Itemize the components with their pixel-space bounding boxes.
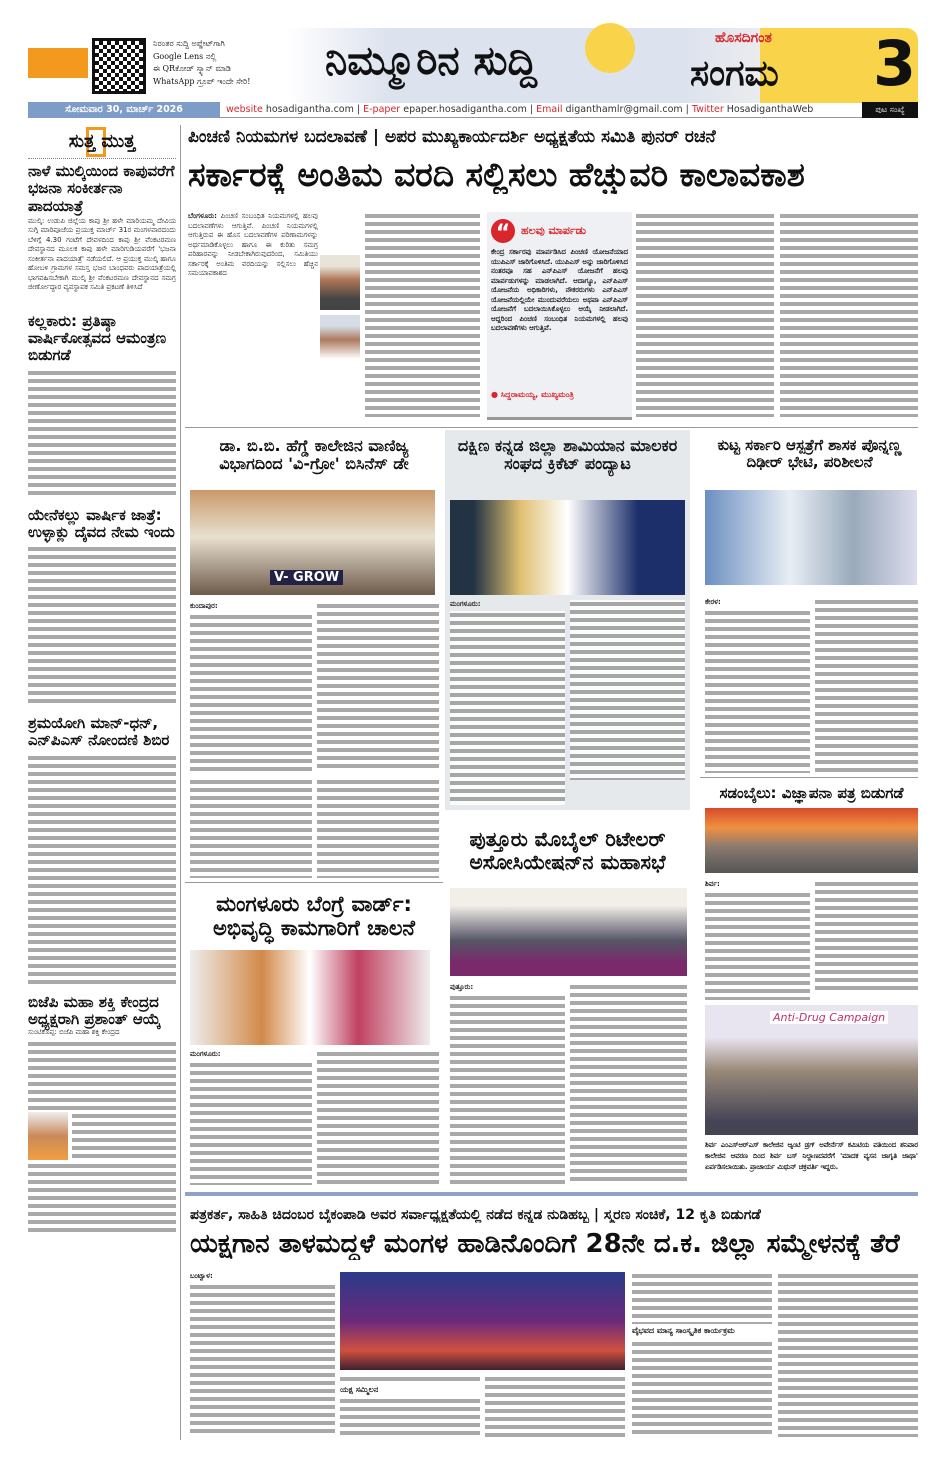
official-portrait xyxy=(320,315,360,370)
story-body xyxy=(815,598,918,773)
story-dateline: ಕೇರಳ: xyxy=(705,598,721,606)
row-divider xyxy=(700,777,918,778)
story-body xyxy=(340,1375,480,1383)
qr-caption-line: Google Lens ನಲ್ಲಿ xyxy=(153,51,217,61)
story-headline: ಪುತ್ತೂರು ಮೊಬೈಲ್ ರಿಟೇಲರ್ ಅಸೋಸಿಯೇಷನ್‌ನ ಮಹಾಸಭೆ xyxy=(469,827,666,874)
photo-caption: ಶಿರ್ವ ಎಂಎಸ್‌ಆರ್‌ಎಸ್ ಕಾಲೇಜಿನ ಆ್ಯಂಟಿ ಡ್ರಗ್ ಅವೇರ್ನೆಸ್ ಕಮಿಟಿಯ ವತಿಯಿಂದ ಶನಿವಾರ ಕಾಲೇಜಿನ ಆವರಣ ದಿಂದ ಶಿರ್ವ ಬಸ್ ನಿಲ್ದಾಣದವರೆಗೆ 'ಮಾದಕ ವ್ಯಸನ ಜಾಗೃತಿ ಜಾಥಾ' ಏರ್ಪಡಿಸಲಾಯಿತು. ಪ್ರಾಚಾರ್ಯ ಮಿಥುನ್ ಚಕ್ರವರ್ತಿ ಇದ್ದರು. xyxy=(705,1141,918,1171)
twitter-link[interactable]: HosadiganthaWeb xyxy=(726,104,814,115)
email-link[interactable]: diganthamlr@gmail.com xyxy=(565,104,683,115)
photo-banner-text: Anti-Drug Campaign xyxy=(770,1011,888,1024)
story-body xyxy=(570,983,687,1183)
website-label: website xyxy=(226,104,263,115)
story-body xyxy=(190,1283,335,1437)
row-divider xyxy=(185,427,918,428)
story-body xyxy=(317,778,439,878)
masthead-title: ನಿಮ್ಮೂರಿನ ಸುದ್ದಿ xyxy=(325,38,537,84)
story-headline: ಕುಟ್ಟ ಸರ್ಕಾರಿ ಆಸ್ಪತ್ರೆಗೆ ಶಾಸಕ ಪೊನ್ನಣ್ಣ ದಿಢೀರ್ ಭೇಟಿ, ಪರಿಶೀಲನೆ xyxy=(717,436,902,472)
story-body xyxy=(317,602,439,772)
quote-icon: “ xyxy=(491,219,515,243)
story-headline: ಸಡಂಬೈಲು: ವಿಜ್ಞಾಪನಾ ಪತ್ರ ಬಿಡುಗಡೆ xyxy=(719,784,904,802)
quote-author: ● ಸಿದ್ದರಾಮಯ್ಯ, ಮುಖ್ಯಮಂತ್ರಿ xyxy=(491,390,574,399)
row-divider xyxy=(185,882,443,883)
quote-author-name: ಸಿದ್ದರಾಮಯ್ಯ, ಮುಖ್ಯಮಂತ್ರಿ xyxy=(500,390,574,399)
story-body xyxy=(190,778,312,878)
qr-code[interactable] xyxy=(92,38,146,94)
story-headline: ಮಂಗಳೂರು ಬೆಂಗ್ರೆ ವಾರ್ಡ್: ಅಭಿವೃದ್ಧಿ ಕಾಮಗಾರಿಗೆ ಚಾಲನೆ xyxy=(213,892,415,941)
story-headline: ಯೇನೆಕಲ್ಲು ವಾರ್ಷಿಕ ಜಾತ್ರೆ: ಉಳ್ಳಾಕ್ಲು ದೈವದ ನೇಮ ಇಂದು xyxy=(28,505,175,541)
lead-headline: ಸರ್ಕಾರಕ್ಕೆ ಅಂತಿಮ ವರದಿ ಸಲ್ಲಿಸಲು ಹೆಚ್ಚುವರಿ ಕಾಲಾವಕಾಶ xyxy=(188,156,805,194)
story-photo xyxy=(190,490,435,595)
story-dateline: ಪುತ್ತೂರು: xyxy=(450,983,474,991)
lead-body xyxy=(188,212,318,422)
story-headline: ಶ್ರಮಯೋಗಿ ಮಾನ್-ಧನ್, ಎನ್‌ಪಿಎಸ್ ನೋಂದಣಿ ಶಿಬಿರ xyxy=(28,714,170,750)
story-photo xyxy=(450,888,687,976)
left-column xyxy=(28,125,176,1440)
column-divider xyxy=(180,125,181,1440)
bottom-subhead: ಯಕ್ಷ ಸಮ್ಮಿಲನ xyxy=(340,1385,379,1394)
story-dateline: ಕುಂದಾಪುರ: xyxy=(190,602,218,610)
qr-caption-line: WhatsApp ಗ್ರೂಪ್ ಇಂದೇ ಸೇರಿ! xyxy=(153,76,251,86)
date: ಸೋಮವಾರ 30, ಮಾರ್ಚ್ 2026 xyxy=(28,102,220,118)
story-body xyxy=(778,1272,918,1437)
story-headline: ನಾಳೆ ಮುಲ್ಕಿಯಿಂದ ಕಾಪುವರೆಗೆ ಭಜನಾ ಸಂಕೀರ್ತನಾ ಪಾದಯಾತ್ರೆ xyxy=(28,162,175,215)
story-dateline: ಶಿರ್ವ: xyxy=(705,880,720,888)
story-body xyxy=(450,611,565,805)
brand-logo: ಹೊಸದಿಗಂತ xyxy=(715,30,772,46)
cm-portrait xyxy=(320,255,360,310)
story-body xyxy=(340,1397,480,1437)
story-body xyxy=(190,613,312,773)
masthead xyxy=(25,28,918,103)
story-photo xyxy=(190,950,430,1045)
story-body xyxy=(28,545,176,705)
lead-dateline: ಬೆಂಗಳೂರು: xyxy=(188,212,217,220)
section-name: ಸಂಗಮ xyxy=(690,53,779,94)
story-headline: ಬಿಜೆಪಿ ಮಹಾ ಶಕ್ತಿ ಕೇಂದ್ರದ ಅಧ್ಯಕ್ಷರಾಗಿ ಪ್ರಶಾಂತ್ ಆಯ್ಕೆ xyxy=(28,992,161,1028)
story-body xyxy=(450,994,565,1185)
bottom-kicker: ಪತ್ರಕರ್ತ, ಸಾಹಿತಿ ಚಿದಂಬರ ಬೈಕಂಪಾಡಿ ಅವರ ಸರ್ವಾಧ್ಯಕ್ಷತೆಯಲ್ಲಿ ನಡೆದ ಕನ್ನಡ ನುಡಿಹಬ್ಬ | ಸ್ಮರಣ ಸಂಚಿಕೆ, 12 ಕೃತಿ ಬಿಡುಗಡೆ xyxy=(190,1207,761,1223)
suttamutta-logo xyxy=(28,125,176,159)
bottom-subhead: ವೈಭವದ ಮಾನ್ಯ ಸಾಂಸ್ಕೃತಿಕ ಕಾರ್ಯಕ್ರಮ xyxy=(632,1326,735,1335)
bottom-headline: ಯಕ್ಷಗಾನ ತಾಳಮದ್ದಳೆ ಮಂಗಳ ಹಾಡಿನೊಂದಿಗೆ 28ನೇ ದ.ಕ. ಜಿಲ್ಲಾ ಸಮ್ಮೇಳನಕ್ಕೆ ತೆರೆ xyxy=(190,1230,900,1259)
email-label: Email xyxy=(536,104,563,115)
story-body xyxy=(485,1375,625,1437)
story-dateline: ಬಂಟ್ವಾಳ: xyxy=(190,1272,213,1280)
story-headline: ಡಾ. ಬಿ.ಬಿ. ಹೆಗ್ಡೆ ಕಾಲೇಜಿನ ವಾಣಿಜ್ಯ ವಿಭಾಗದಿಂದ 'ವಿ-ಗ್ರೋ' ಬಿಸಿನೆಸ್ ಡೇ xyxy=(219,436,409,474)
story-body xyxy=(632,1340,772,1437)
twitter-label: Twitter xyxy=(691,104,724,115)
anti-drug-photo xyxy=(705,1005,918,1135)
logo-text: ಸುತ್ತ ಮುತ್ತ xyxy=(68,131,136,152)
story-body: ಮುಲ್ಕಿ: ಉಡುಪಿ ಜಿಲ್ಲೆಯ ಕಾಪು ಶ್ರೀ ಹಳೇ ಮಾರಿಯಮ್ಮ ದೇವಿಯ ಸುಗ್ಗಿ ಮಾರಿಪೂಜೆಯ ಪ್ರಯುಕ್ತ ಮಾರ್ಚ್ 31ರ ಮಂಗಳವಾರದಂದು ಬೆಳಿಗ್ಗೆ 4.30 ಗಂಟೆಗೆ ದೇವಳದಿಂದ ಕಾಪು ಶ್ರೀ ವೆಂಕಟರಮಣ ದೇವಸ್ಥಾನದ ಮೂಲಕ ಕಾಪು ಹಳೇ ಮಾರಿಗುಡಿಯವರೆಗೆ 'ಭಜನಾ ಸಂಕೀರ್ತನಾ ಪಾದಯಾತ್ರೆ' ನಡೆಯಲಿದೆ. ಆ ಪ್ರಯುಕ್ತ ಮುಲ್ಕಿ ಹಾಗೂ ಹೋಬಳಿ ಗ್ರಾಮಗಳ ಸಮಸ್ತ ಭಜನ ಬಾಂಧವರು ಪಾದಯಾತ್ರೆಯಲ್ಲಿ ಭಾಗವಹಿಸಬೇಕಾಗಿ ಮುಲ್ಕಿ ಶ್ರೀ ವೆಂಕಟರಮಣ ದೇವಸ್ಥಾನದ ಸಮಗ್ರ ಜೀರ್ಣೋದ್ಧಾರ ವ್ಯವಸ್ಥಾಪಕ ಸಮಿತಿ ಪ್ರಕಟಣೆ ತಿಳಿಸಿದೆ xyxy=(28,216,176,292)
story-body xyxy=(570,600,685,780)
story-body xyxy=(72,1112,176,1160)
lead-kicker: ಪಿಂಚಣಿ ನಿಯಮಗಳ ಬದಲಾವಣೆ | ಅಪರ ಮುಖ್ಯಕಾರ್ಯದರ್ಶಿ ಅಧ್ಯಕ್ಷತೆಯ ಸಮಿತಿ ಪುನರ್ ರಚನೆ xyxy=(188,128,716,147)
qr-caption xyxy=(153,38,250,88)
story-body xyxy=(28,1162,176,1232)
orange-block xyxy=(28,48,88,78)
story-dateline: ಮಂಗಳೂರು: xyxy=(190,1050,221,1058)
story-body xyxy=(705,891,810,1000)
quote-header xyxy=(491,216,628,246)
story-photo xyxy=(705,490,917,585)
yakshagana-photo xyxy=(340,1272,625,1370)
lead-body-column xyxy=(780,212,918,417)
section-divider xyxy=(185,1192,918,1196)
epaper-label: E-paper xyxy=(363,104,401,115)
contact-links: website hosadigantha.com | E-paper epaper.hosadigantha.com | Email diganthamlr@gmail.com | Twitter HosadiganthaWeb xyxy=(226,104,814,115)
lead-text: ಪಿಂಚಣಿ ಸಂಬಂಧಿತ ನಿಯಮಗಳಲ್ಲಿ ಹಲವು ಬದಲಾವಣೆಗಳು ಆಗುತ್ತಿವೆ. ಪಿಂಚಣಿ ನಿಯಮಗಳಲ್ಲಿ ಆಗುತ್ತಿರುವ ಈ ಹೊಸ ಬದಲಾವಣೆಗಳ ಪರಿಣಾಮಗಳನ್ನು ಅರ್ಥಮಾಡಿಕೊಳ್ಳಲು ಹಾಗೂ ಈ ಕುರಿತು ಸಮಗ್ರ ಪರಿಹಾರವನ್ನು ನೀಡಬೇಕಾಗಿರುವುದರಿಂದ, ಸಮಿತಿಯು ಸರ್ಕಾರಕ್ಕೆ ಅಂತಿಮ ವರದಿಯನ್ನು ಸಲ್ಲಿಸಲು ಹೆಚ್ಚಿನ ಸಮಯಾವಕಾಶದ xyxy=(188,212,318,277)
lead-body-column xyxy=(636,212,774,417)
story-body xyxy=(28,369,176,497)
story-dateline: ಮಂಗಳೂರು: xyxy=(450,600,481,608)
portrait-photo xyxy=(28,1112,68,1160)
website-link[interactable]: hosadigantha.com xyxy=(265,104,354,115)
lead-body-column xyxy=(365,212,480,417)
quote-title: ಹಲವು ಮಾರ್ಪಡು xyxy=(521,223,587,237)
quote-text: ಕೇಂದ್ರ ಸರ್ಕಾರವು ಮಾರ್ಪಡಿಸಿದ ಪಿಂಚಣಿ ಯೋಜನೆಯಾದ ಯುಪಿಎಸ್ ಜಾರಿಗೊಳಿಸಿದೆ. ಯುಪಿಎಸ್ ಅನ್ನು ಜಾರಿಗೊಳಿಸಿದ ನಂತರವೂ ಸಹ ಎನ್‌ಪಿಎಸ್ ಯೋಜನೆಗೆ ಹಲವು ಮಾರ್ಪಡುಗಳನ್ನು ಮಾಡಲಾಗಿದೆ. ಆದಾಗ್ಯೂ, ಎನ್‌ಪಿಎಸ್ ಯೋಜನೆಯ ಅಧಿಕಾರಿಗಳು, ನೌಕರರುಗಳು ಎನ್‌ಪಿಎಸ್ ಯೋಜನೆಯಲ್ಲಿಯೇ ಮುಂದುವರೆಯಲು ಅಥವಾ ಎನ್‌ಪಿಎಸ್ ಯೋಜನೆಗೆ ಬದಲಾಯಿಸಿಕೊಳ್ಳಲು ಆಯ್ಕೆ ನೀಡಲಾಗಿದೆ. ಆದ್ದರಿಂದ ಪಿಂಚಣಿ ಸಂಬಂಧಿತ ನಿಯಮಗಳಲ್ಲಿ ಹಲವು ಬದಲಾವಣೆಗಳು ಆಗುತ್ತಿವೆ. xyxy=(491,248,628,332)
story-body xyxy=(815,880,918,990)
epaper-link[interactable]: epaper.hosadigantha.com xyxy=(403,104,527,115)
story-body xyxy=(317,1050,439,1185)
page-number: 3 xyxy=(873,27,917,100)
sun-decoration xyxy=(585,23,635,73)
story-headline: ಕಲ್ಲಕಾರು: ಪ್ರತಿಷ್ಠಾ ವಾರ್ಷಿಕೋತ್ಸವದ ಆಮಂತ್ರಣ ಬಿಡುಗಡೆ xyxy=(28,311,167,365)
story-photo xyxy=(705,808,918,873)
photo-banner-text: V- GROW xyxy=(270,570,343,585)
qr-caption-line: ಈ QRಕೋಡ್ ಸ್ಕ್ಯಾನ್ ಮಾಡಿ xyxy=(153,64,231,73)
story-dateline: ಸುಂಟಿಕೊಪ್ಪ: ಬಿಜೆಪಿ ಮಹಾ ಶಕ್ತಿ ಕೇಂದ್ರದ xyxy=(28,1028,120,1036)
story-body xyxy=(28,754,176,986)
story-photo xyxy=(450,500,685,595)
quote-box xyxy=(487,212,632,420)
story-body xyxy=(632,1272,772,1324)
story-body xyxy=(190,1061,312,1185)
story-headline: ದಕ್ಷಿಣ ಕನ್ನಡ ಜಿಲ್ಲಾ ಶಾಮಿಯಾನ ಮಾಲಕರ ಸಂಘದ ಕ್ರಿಕೆಟ್ ಪಂದ್ಯಾಟ xyxy=(457,436,678,474)
info-bar xyxy=(28,102,918,118)
qr-caption-line: ನಿರಂತರ ಸುದ್ದಿ ಅಪ್ಡೇಟ್‌ಗಾಗಿ xyxy=(153,39,225,48)
story-body xyxy=(705,609,810,773)
story-body xyxy=(28,1040,176,1110)
page-badge: ಪುಟ ಸಂಖ್ಯೆ xyxy=(862,102,918,118)
